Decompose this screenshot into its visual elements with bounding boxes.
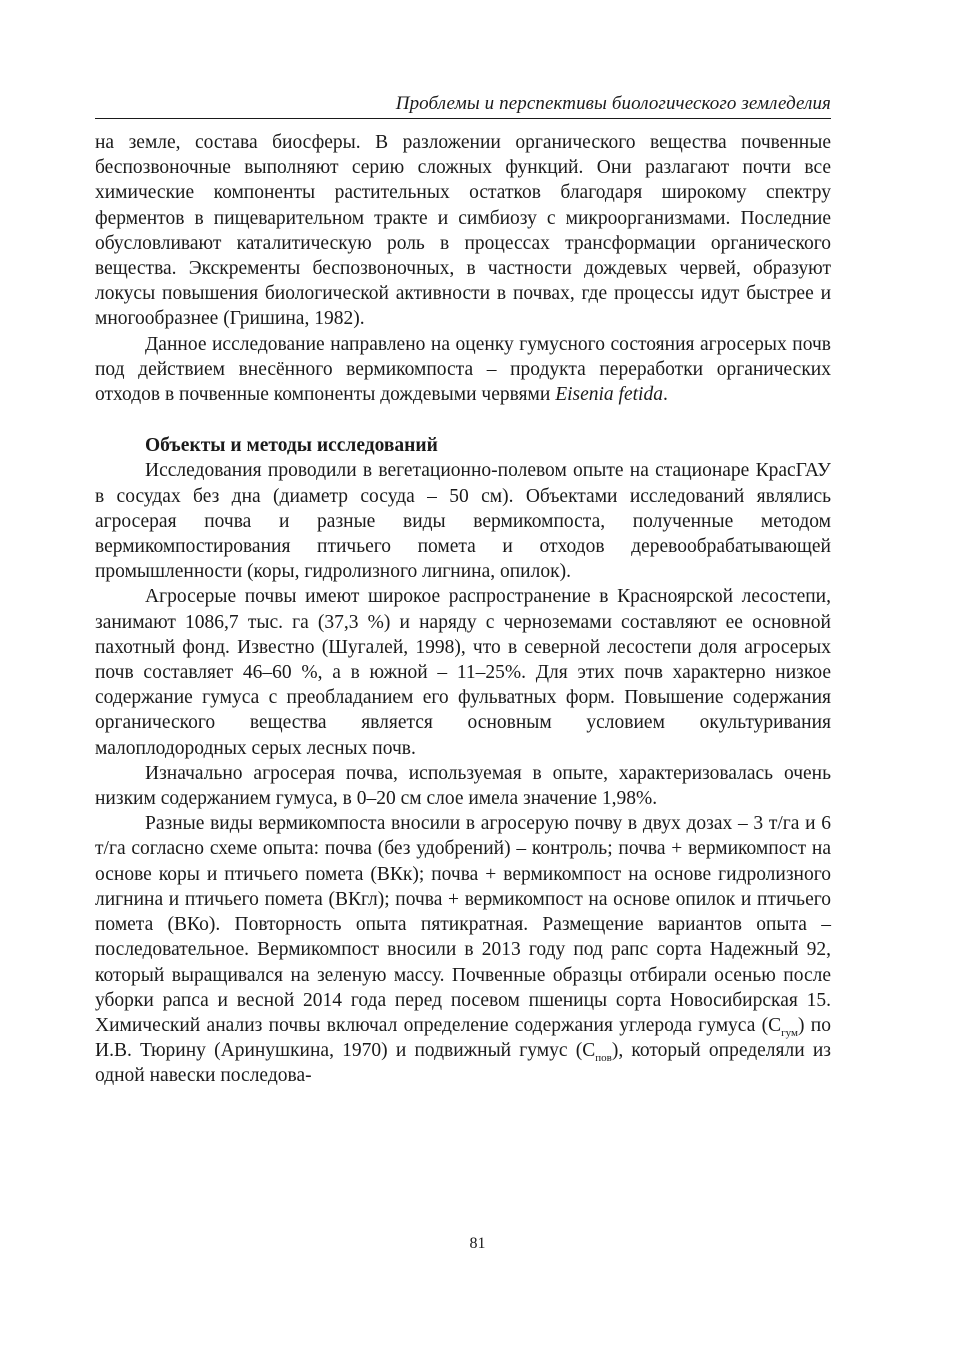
scheme-text-mid: ) по И.В. Тюрину (Аринушкина, 1970) и подвижный гумус (С <box>95 1014 831 1062</box>
study-aim-text: Данное исследование направлено на оценку гумусного состояния агросерых почв под действием внесённого вермикомпоста – продукта переработки органических отходов в почвенные компоненты дождевыми червями <box>95 333 831 406</box>
subscript-hum: гум <box>781 1026 798 1039</box>
section-heading: Объекты и методы исследований <box>145 435 438 457</box>
paragraph-study-aim <box>95 332 831 408</box>
body-text <box>95 130 831 1089</box>
section-gap <box>95 407 831 433</box>
paragraph-objects: Исследования проводили в вегетационно-полевом опыте на стационаре КрасГАУ в сосудах без дна (диаметр сосуда – 50 см). Объектами исследований являлись агросерая почва и разные виды вермикомпоста, полученные методом вермикомпостирования птичьего помета и отходов деревообрабатывающей промышленности (коры, гидролизного лигнина, опилок). <box>95 460 831 583</box>
paragraph-experiment-scheme <box>95 811 831 1088</box>
paragraph-agrogray-soils: Агросерые почвы имеют широкое распространение в Красноярской лесостепи, занимают 1086,7 тыс. га (37,3 %) и наряду с черноземами составляют ее основной пахотный фонд. Известно (Шугалей, 1998), что в северной лесостепи доля агросерых почв составляет 46–60 %, а в южной – 11–25%. Для этих почв характерно низкое содержание гумуса с преобладанием его фульватных форм. Повышение содержания органического вещества является основным условием окультуривания малоплодородных серых лесных почв. <box>95 586 831 759</box>
page-number: 81 <box>469 1235 486 1252</box>
study-aim-end: . <box>662 384 668 406</box>
paragraph-initial-humus: Изначально агросерая почва, используемая в опыте, характеризовалась очень низким содержанием гумуса, в 0–20 см слое имела значение 1,98%. <box>95 762 831 810</box>
species-name: Eisenia fetida <box>555 384 663 406</box>
header-rule <box>95 118 831 119</box>
running-header: Проблемы и перспективы биологического земледелия <box>395 93 831 114</box>
scheme-text: Разные виды вермикомпоста вносили в агросерую почву в двух дозах – 3 т/га и 6 т/га согласно схеме опыта: почва (без удобрений) – контроль; почва + вермикомпост на основе коры и птичьего помета (ВКк); почва + вермикомпост на основе гидролизного лигнина и птичьего помета (ВКгл); почва + вермикомпост на основе опилок и птичьего помета (ВКо). Повторность опыта пятикратная. Размещение вариантов опыта – последовательное. Вермикомпост вносили в 2013 году под рапс сорта Надежный 92, который выращивался на зеленую массу. Почвенные образцы отбирали осенью после уборки рапса и весной 2014 года перед посевом пшеницы сорта Новосибирская 15. Химический анализ почвы включал определение содержания углерода гумуса (С <box>95 813 831 1036</box>
paragraph-continuation: на земле, состава биосферы. В разложении органического вещества почвенные беспозвоночные выполняют серию сложных функций. Они разлагают почти все химические компоненты растительных остатков благодаря широкому спектру ферментов в пищеварительном тракте и симбиозу с микроорганизмами. Последние обусловливают каталитическую роль в процессах трансформации органического вещества. Экскременты беспозвоночных, в частности дождевых червей, образуют локусы повышения биологической активности в почвах, где процессы идут быстрее и многообразнее (Гришина, 1982). <box>95 132 831 330</box>
subscript-pov: пов <box>595 1052 612 1064</box>
scheme-text-end: ), который определяли из одной навески последова- <box>95 1040 832 1087</box>
